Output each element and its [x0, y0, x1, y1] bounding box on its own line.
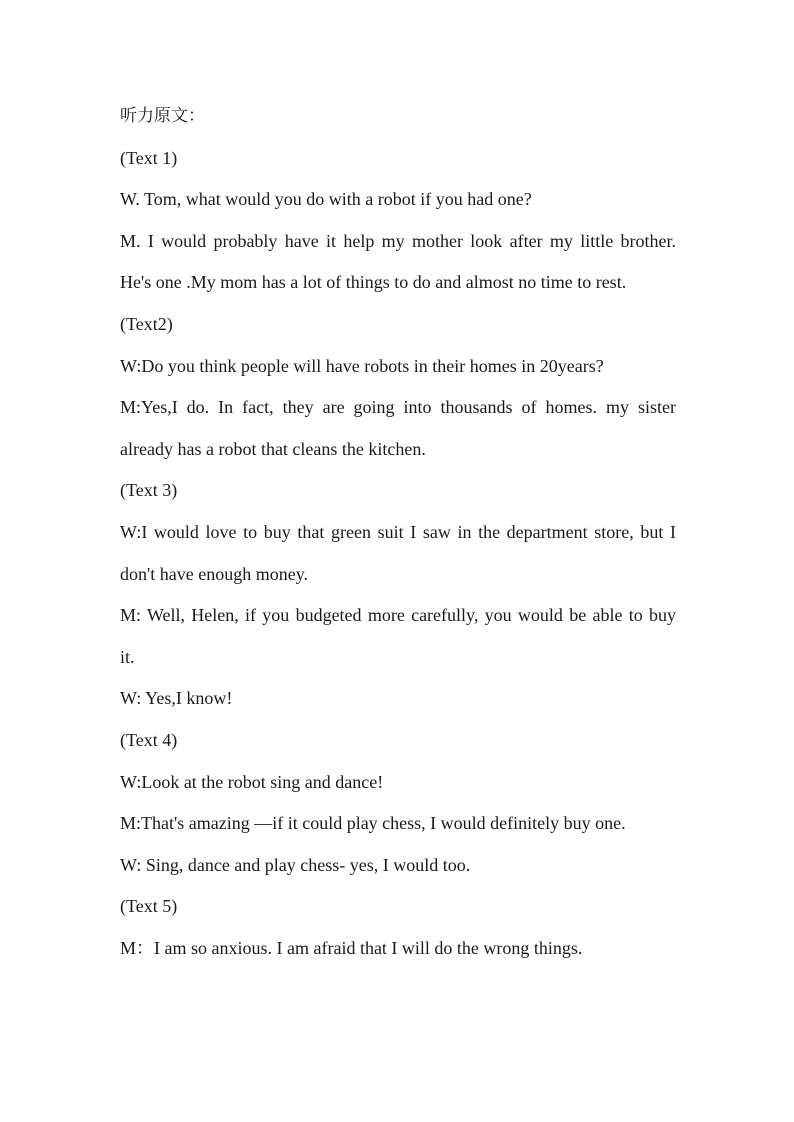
dialogue-line: W: Sing, dance and play chess- yes, I would too.	[120, 854, 471, 875]
page-title: 听力原文：	[120, 106, 205, 126]
dialogue-line: it.	[120, 646, 135, 667]
dialogue-line: M:Yes,I do. In fact, they are going into thousands of homes. my sister	[120, 397, 676, 418]
dialogue-line: W:I would love to buy that green suit I saw in the department store, but I	[120, 521, 676, 542]
dialogue-line: W. Tom, what would you do with a robot if you had one?	[120, 189, 532, 210]
dialogue-line: He's one .My mom has a lot of things to do and almost no time to rest.	[120, 272, 627, 293]
dialogue-line: W: Yes,I know!	[120, 688, 233, 709]
dialogue-line: M：I am so anxious. I am afraid that I will do the wrong things.	[120, 937, 583, 958]
dialogue-line: don't have enough money.	[120, 563, 309, 584]
dialogue-line: W:Look at the robot sing and dance!	[120, 771, 384, 792]
dialogue-line: already has a robot that cleans the kitchen.	[120, 438, 426, 459]
dialogue-line: M:That's amazing —if it could play chess, I would definitely buy one.	[120, 813, 626, 834]
section-label-text-1: (Text 1)	[120, 147, 178, 168]
dialogue-line: M. I would probably have it help my mother look after my little brother.	[120, 230, 676, 251]
section-label-text-3: (Text 3)	[120, 480, 178, 501]
dialogue-line: W:Do you think people will have robots in their homes in 20years?	[120, 355, 604, 376]
section-label-text-2: (Text2)	[120, 313, 173, 334]
dialogue-line: M: Well, Helen, if you budgeted more carefully, you would be able to buy	[120, 605, 676, 626]
section-label-text-4: (Text 4)	[120, 729, 178, 750]
transcript-page	[120, 96, 676, 969]
section-label-text-5: (Text 5)	[120, 896, 178, 917]
